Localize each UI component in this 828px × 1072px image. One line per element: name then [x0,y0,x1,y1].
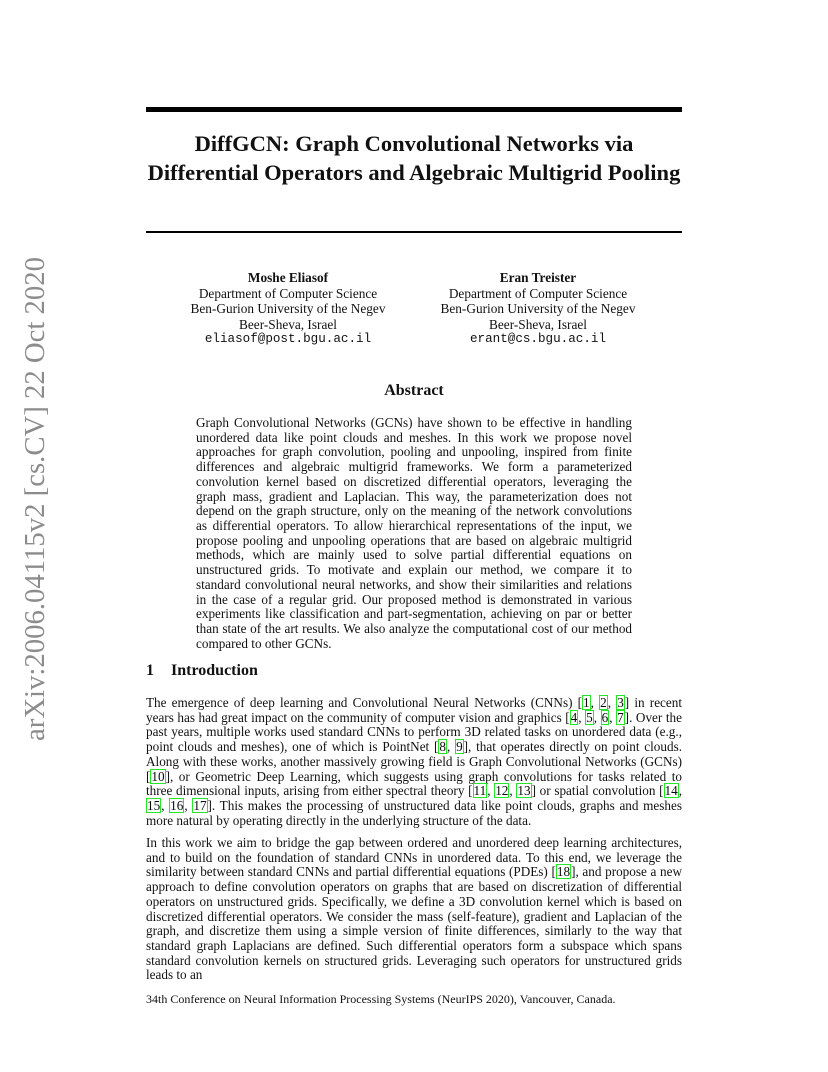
text-run: , [607,695,617,710]
abstract-heading: Abstract [384,382,444,399]
author-city: Beer-Sheva, Israel [239,316,337,332]
text-run: , [446,739,456,755]
text-run: In this work we aim to bridge the gap between ordered and unordered deep learning architectures, and to build on the foundation of standard CNNs in unordered data. To this end, we leverage the similarity between standard CNNs and partial differential equations (PDEs) [ [146,835,682,880]
arxiv-stamp [13,257,53,741]
text-run: ]. This makes the processing of unstructured data like point clouds, graphs and meshes more natural by operating directly in the underlying structure of the data. [146,798,682,828]
citation-link[interactable]: 3 [617,695,624,710]
citation-link[interactable]: 14 [664,783,678,799]
arxiv-stamp-text: arXiv:2006.04115v2 [cs.CV] 22 Oct 2020 [20,269,51,741]
text-run: ] in recent years has had great impact on the community of computer vision and graphics [ [146,695,683,725]
title-rule-top [146,107,682,112]
text-run: , [578,709,586,725]
citation-link[interactable]: 17 [193,798,207,814]
citation-link[interactable]: 10 [151,768,165,784]
author-university: Ben-Gurion University of the Negev [190,301,386,316]
author-name: Moshe Eliasof [247,270,329,285]
text-run: ]. Over the past years, multiple works used standard CNNs to perform 3D related tasks on unordered data (e.g., point clouds and meshes), one of which is PointNet [ [146,709,682,755]
citation-link[interactable]: 15 [147,798,161,814]
citation-link[interactable]: 11 [473,783,487,799]
author-2 [408,270,668,348]
author-1 [158,270,418,348]
citation-link[interactable]: 4 [570,709,578,725]
citation-link[interactable]: 12 [495,783,509,799]
text-run: ] or spatial convolution [ [531,783,664,799]
citation-link[interactable]: 2 [600,695,607,710]
abstract-text: Graph Convolutional Networks (GCNs) have shown to be effective in handling unordered data like point clouds and meshes. In this work we propose novel approaches for graph convolution, pooling and unpooling, inspired from finite differences and algebraic multigrid frameworks. We form a parameterized convolution kernel based on discretized differential operators, leveraging the graph mass, gradient and Laplacian. This way, the parameterization does not depend on the graph structure, only on the meaning of the network convolutions as differential operators. To allow hierarchical representations of the input, we propose pooling and unpooling operations that are based on algebraic multigrid methods, which are mainly used to solve partial differential equations on unstructured grids. To motivate and explain our method, we compare it to standard convolutional neural networks, and show their similarities and relations in the case of a regular grid. Our proposed method is demonstrated in various experiments like classification and part-segmentation, achieving on par or better than state of the art results. We also analyze the computational cost of our method compared to other GCNs. [196,415,632,651]
citation-link[interactable]: 7 [617,709,624,725]
intro-paragraph-1 [146,696,682,828]
text-run: , [678,783,683,799]
author-email[interactable]: eliasof@post.bgu.ac.il [204,332,372,346]
text-run: ], that operates directly on point clouds. Along with these works, another massively growing field is Graph Convolutional Networks (GCNs) [ [146,739,682,784]
citation-link[interactable]: 1 [583,695,590,710]
text-run: , [161,798,170,814]
intro-paragraph-2 [146,836,682,983]
text-run: The emergence of deep learning and Convolutional Neural Networks (CNNs) [ [146,695,583,710]
title-rule-bottom [146,231,682,233]
text-run: , [487,783,495,799]
author-university: Ben-Gurion University of the Negev [440,301,636,316]
citation-link[interactable]: 6 [601,709,609,725]
text-run: ], or Geometric Deep Learning, which suggests using graph convolutions for tasks related to three dimensional inputs, arising from either spectral theory [ [146,768,682,799]
paper-title: DiffGCN: Graph Convolutional Networks via Differential Operators and Algebraic Multigrid Pooling [147,131,681,185]
citation-link[interactable]: 9 [456,739,463,755]
section-number: 1 [146,662,154,679]
author-name: Eran Treister [499,270,577,285]
text-run: ], and propose a new approach to define convolution operators on graphs that are based on discretization of differential operators on unstructured grids. Specifically, we define a 3D convolution kernel which is based on discretized differential operators. We consider the mass (self-feature), gradient and Laplacian of the graph, and discretize them using a simple version of finite differences, similarly to the way that standard graph Laplacians are defined. Such differential operators form a subspace which spans standard convolution kernels on structured grids. Leveraging such operators for unstructured grids leads to an [146,864,682,983]
author-department: Department of Computer Science [198,285,378,301]
citation-link[interactable]: 16 [170,798,184,814]
text-run: , [593,709,601,725]
author-department: Department of Computer Science [448,285,628,301]
text-run: , [590,695,600,710]
citation-link[interactable]: 8 [439,739,446,755]
text-run: , [609,709,617,725]
citation-link[interactable]: 13 [517,783,531,799]
conference-footnote: 34th Conference on Neural Information Processing Systems (NeurIPS 2020), Vancouver, Canada. [146,992,616,1006]
author-email[interactable]: erant@cs.bgu.ac.il [469,332,607,346]
text-run: , [184,798,193,814]
section-title: Introduction [171,662,258,679]
citation-link[interactable]: 5 [586,709,593,725]
section-heading [146,662,258,680]
text-run: , [509,783,517,799]
author-city: Beer-Sheva, Israel [489,316,587,332]
citation-link[interactable]: 18 [556,864,571,880]
